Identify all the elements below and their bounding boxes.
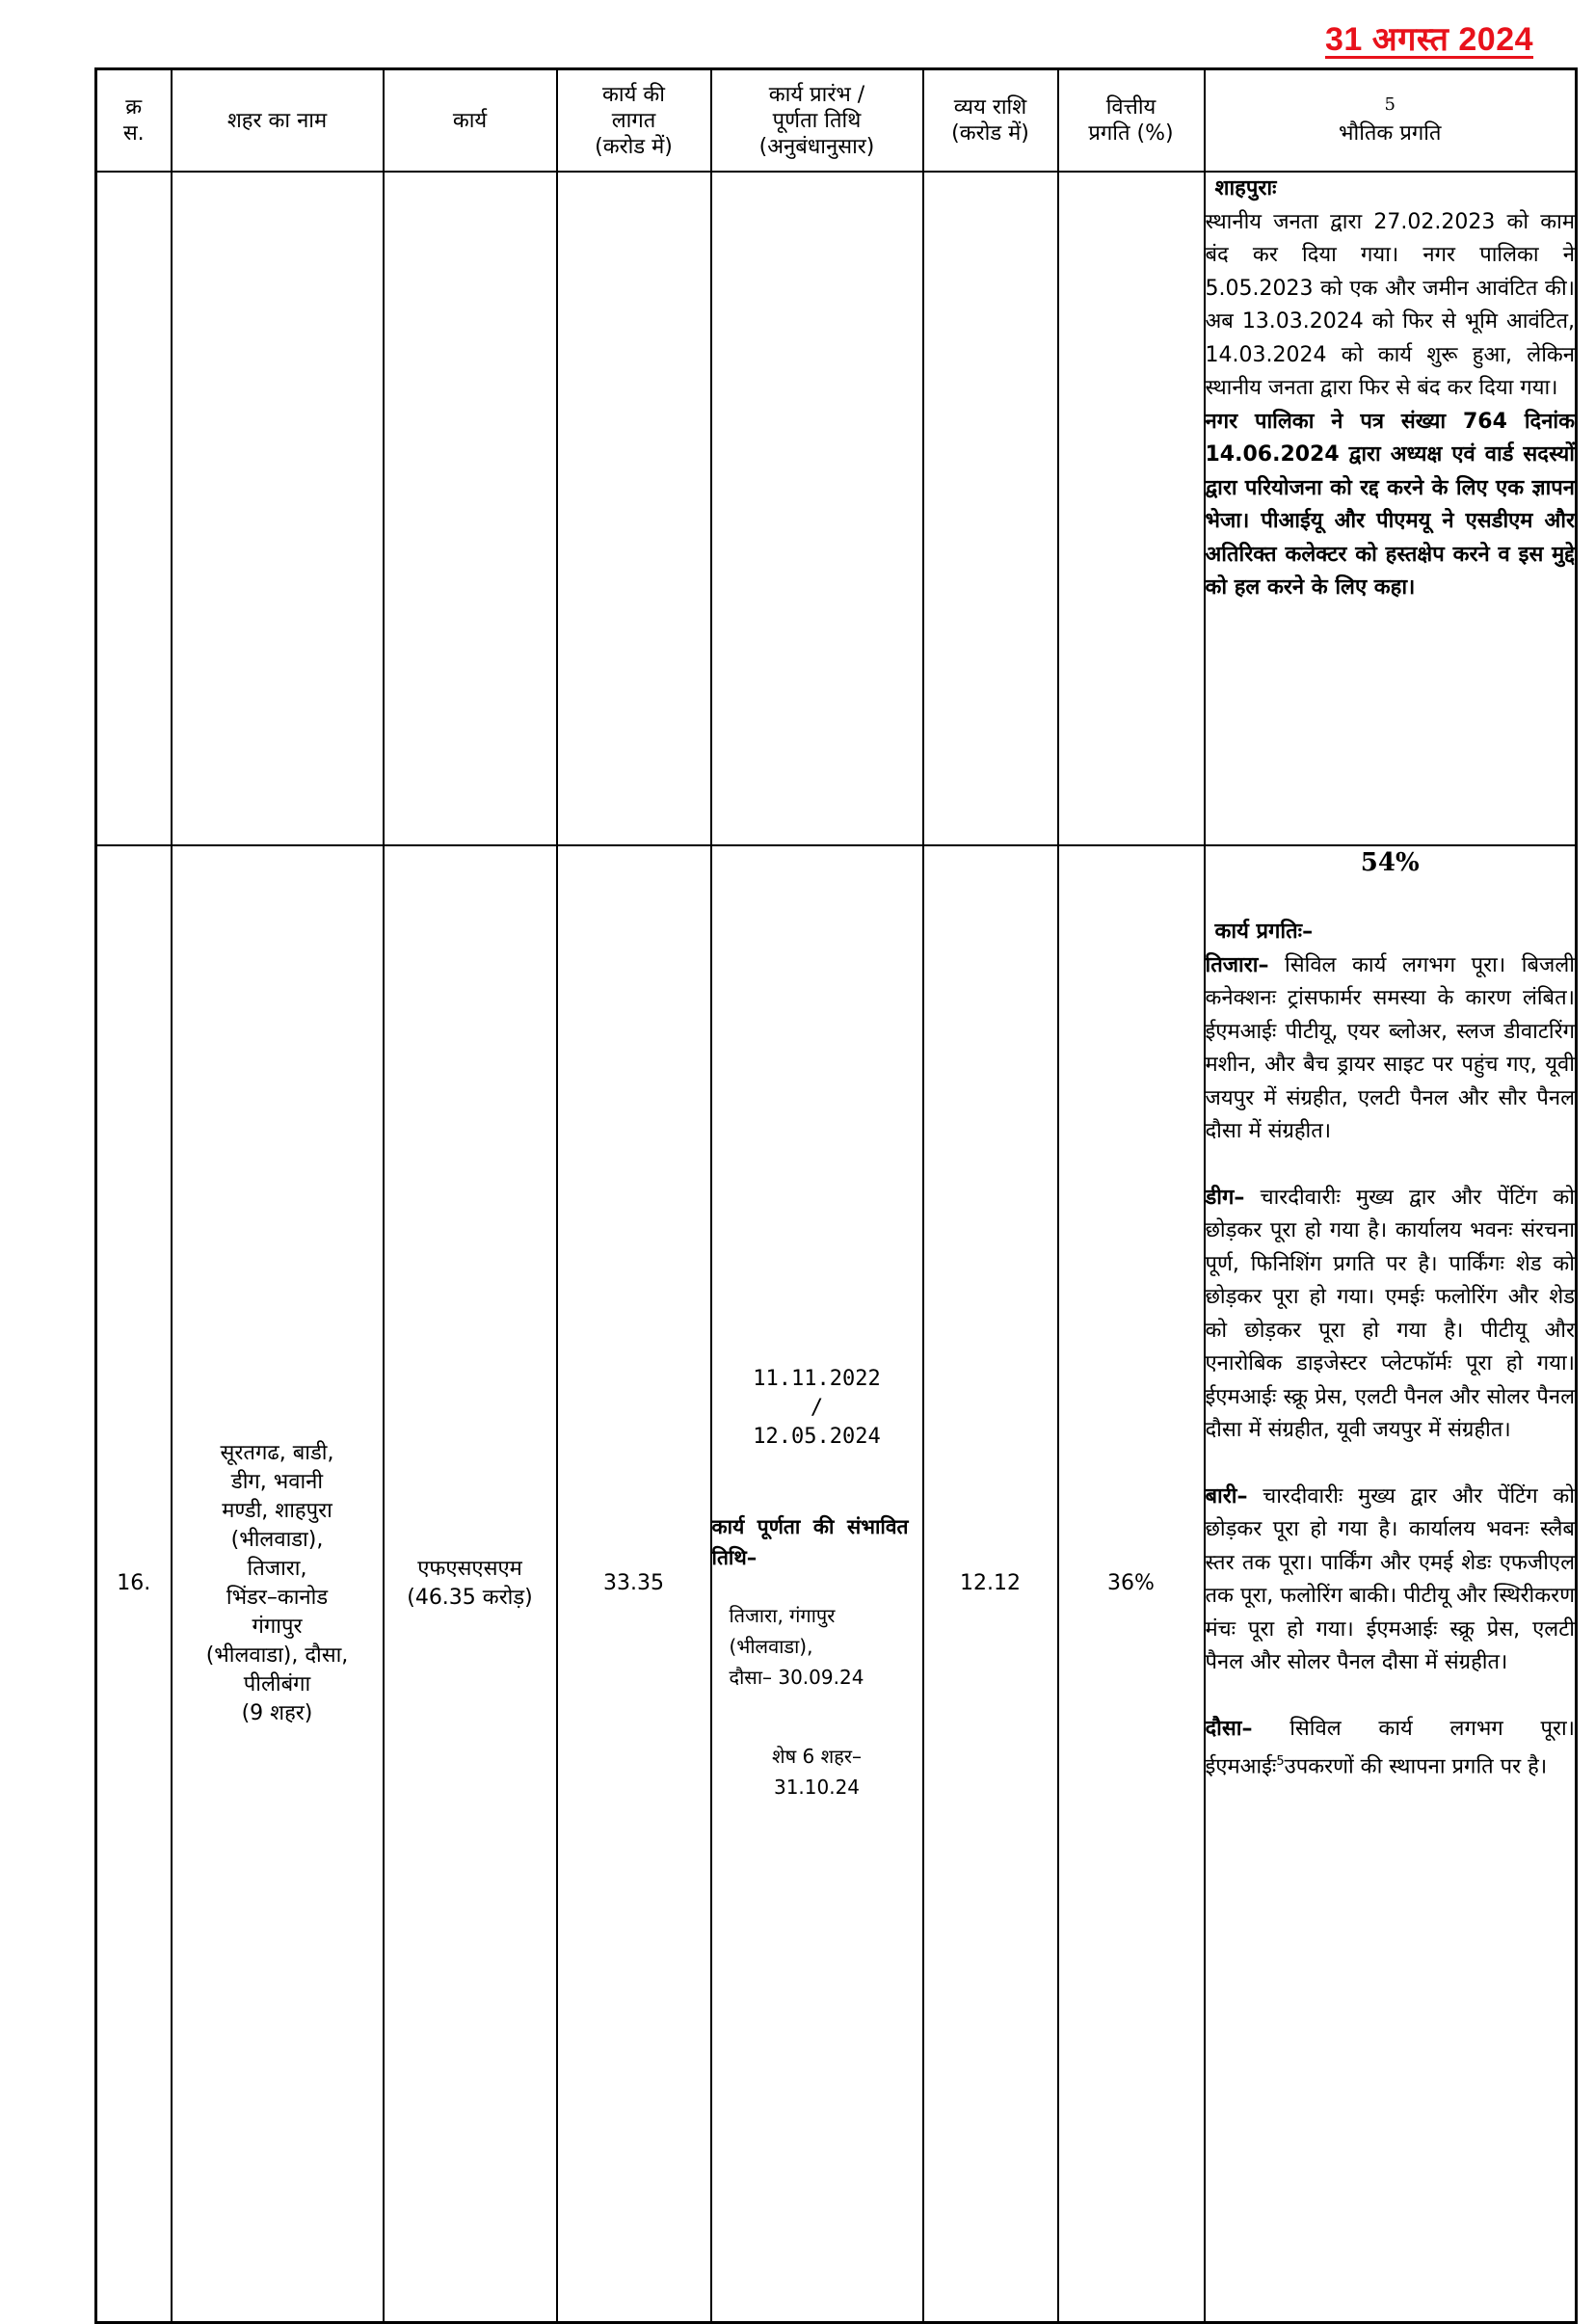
table-row: [96, 172, 1577, 845]
expected-group-1: तिजारा, गंगापुर (भीलवाडा), दौसा– 30.09.24: [729, 1604, 864, 1689]
cell-city: [172, 172, 384, 845]
expected-completion-heading: कार्य पूर्णता की संभावित तिथि–: [711, 1515, 909, 1569]
col-header-work: कार्य: [384, 69, 557, 173]
section-bari: बारी– चारदीवारीः मुख्य द्वार और पेंटिंग को छोड़कर पूरा हो गया है। कार्यालय भवनः स्लैब स्तर तक पूरा। पार्किंग और एमई शेडः एफजीएल तक पूरा, फलोरिंग बाकी। पीटीयू और स्थिरीकरण मंचः पूरा हो गया। ईएमआईः स्क्रू प्रेस, एलटी पैनल और सोलर पैनल दौसा में संग्रहीत।: [1205, 1483, 1576, 1674]
expected-group-2: शेष 6 शहर– 31.10.24: [772, 1745, 862, 1799]
cell-work: [384, 172, 557, 845]
cell-dates: [711, 845, 923, 2323]
shahpura-memo-text: नगर पालिका ने पत्र संख्या 764 दिनांक 14.06.2024 द्वारा अध्यक्ष एवं वार्ड सदस्यों द्वारा परियोजना को रद्द करने के लिए एक ज्ञापन भेजा। पीआईयू और पीएमयू ने एसडीएम और अतिरिक्त कलेक्टर को हस्तक्षेप करने व इस मुद्दे को हल करने के लिए कहा।: [1205, 409, 1575, 600]
col-header-dates: कार्य प्रारंभ / पूर्णता तिथि (अनुबंधानुसार): [711, 69, 923, 173]
cell-sno: [96, 172, 172, 845]
cell-cost: 33.35: [557, 845, 711, 2323]
section-dausa: दौसा– सिविल कार्य लगभग पूरा। ईएमआईः$^5$उपकरणों की स्थापना प्रगति पर है।: [1205, 1716, 1576, 1779]
work-progress-heading: कार्य प्रगतिः–: [1214, 920, 1314, 944]
cell-expenditure: 12.12: [923, 845, 1058, 2323]
col-header-city: शहर का नाम: [172, 69, 384, 173]
physical-progress-percent: 54%: [1360, 848, 1420, 877]
col-header-expenditure: व्यय राशि (करोड में): [923, 69, 1058, 173]
progress-table: [94, 67, 1578, 2324]
table-header-row: [96, 69, 1577, 173]
page-number: 5: [1384, 93, 1396, 115]
cell-sno: 16.: [96, 845, 172, 2323]
col-header-sno: क्र स.: [96, 69, 172, 173]
contract-dates: 11.11.2022 / 12.05.2024: [753, 1367, 881, 1449]
cell-cost: [557, 172, 711, 845]
cell-city: [172, 845, 384, 2323]
col-header-cost: कार्य की लागत (करोड में): [557, 69, 711, 173]
date-stamp: 31 अगस्त 2024: [1324, 21, 1534, 58]
cell-financial: [1058, 172, 1205, 845]
cell-physical-progress: [1205, 172, 1577, 845]
cell-expenditure: [923, 172, 1058, 845]
shahpura-status-text: स्थानीय जनता द्वारा 27.02.2023 को काम बंद कर दिया गया। नगर पालिका ने 5.05.2023 को एक और जमीन आवंटित की। अब 13.03.2024 को फिर से भूमि आवंटित, 14.03.2024 को कार्य शुरू हुआ, लेकिन स्थानीय जनता द्वारा फिर से बंद कर दिया गया।: [1205, 209, 1575, 400]
col-header-physical: 5 भौतिक प्रगति: [1205, 69, 1577, 173]
cell-financial: 36%: [1058, 845, 1205, 2323]
section-tijara: तिजारा– सिविल कार्य लगभग पूरा। बिजली कनेक्शनः ट्रांसफार्मर समस्या के कारण लंबित। ईएमआईः पीटीयू, एयर ब्लोअर, स्लज डीवाटरिंग मशीन, और बैच ड्रायर साइट पर पहुंच गए, यूवी जयपुर में संग्रहीत, एलटी पैनल और सौर पैनल दौसा में संग्रहीत।: [1205, 952, 1575, 1143]
shahpura-heading: शाहपुराः: [1214, 176, 1277, 200]
cell-physical-progress: [1205, 845, 1577, 2323]
city-list: सूरतगढ, बाडी, डीग, भवानी मण्डी, शाहपुरा (भीलवाडा), तिजारा, भिंडर–कानोड गंगापुर (भीलवाडा), दौसा, पीलीबंगा (9 शहर): [205, 1441, 349, 1725]
cell-work: एफएसएसएम (46.35 करोड़): [384, 845, 557, 2323]
section-deeg: डीग– चारदीवारीः मुख्य द्वार और पेंटिंग को छोड़कर पूरा हो गया है। कार्यालय भवनः संरचना पूर्ण, फिनिशिंग प्रगति पर है। पार्किंगः शेड को छोड़कर पूरा हो गया। एमईः फलोरिंग और शेड को छोड़कर पूरा हो गया है। पीटीयू और एनारोबिक डाइजेस्टर प्लेटफॉर्मः पूरा हो गया। ईएमआईः स्क्रू प्रेस, एलटी पैनल और सोलर पैनल दौसा में संग्रहीत, यूवी जयपुर में संग्रहीत।: [1205, 1185, 1576, 1442]
cell-dates: [711, 172, 923, 845]
col-header-financial: वित्तीय प्रगति (%): [1058, 69, 1205, 173]
table-row: [96, 845, 1577, 2323]
